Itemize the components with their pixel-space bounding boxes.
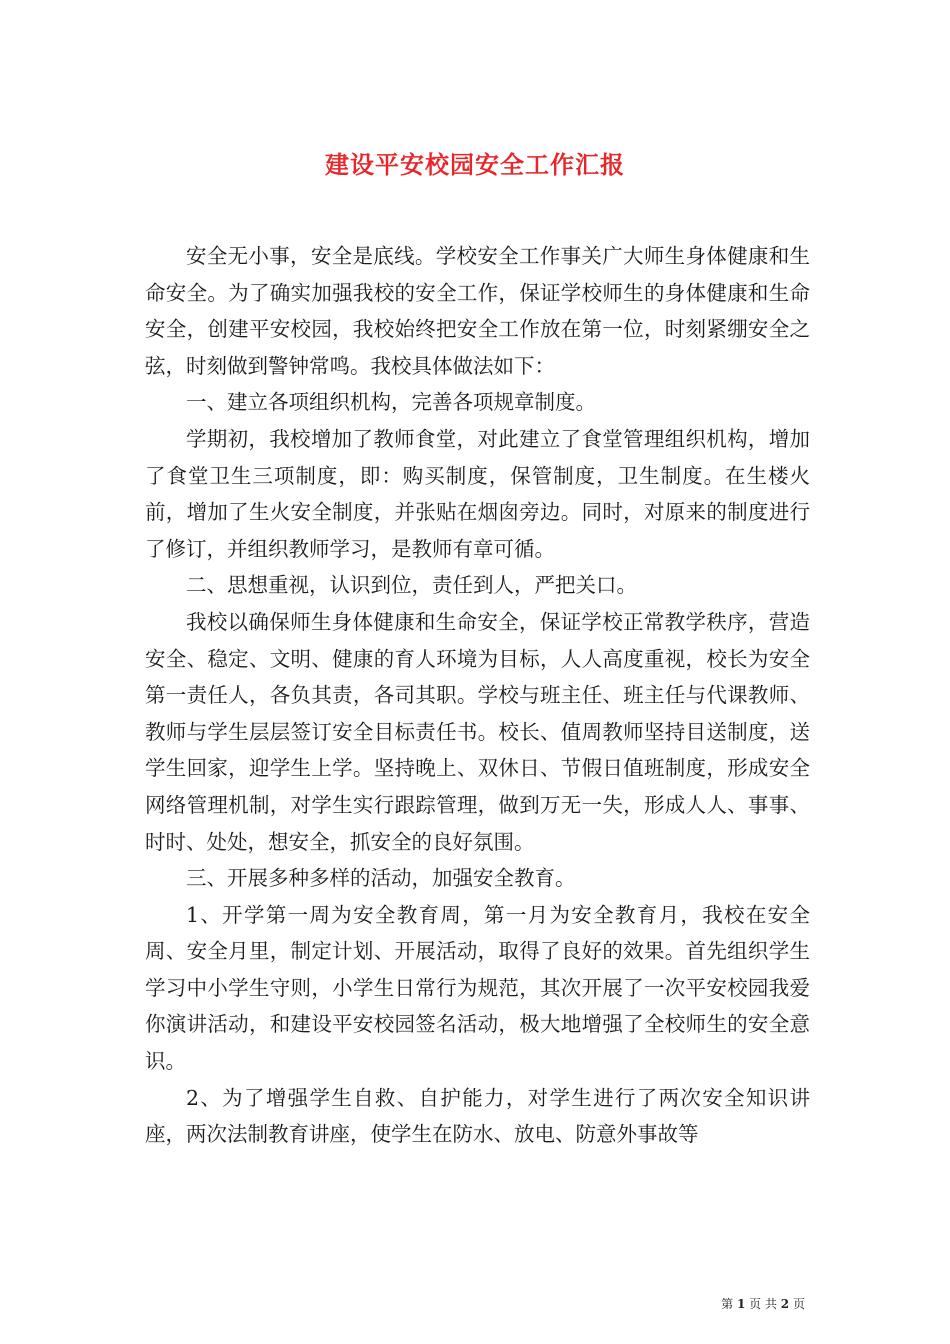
section-3-item-2: 2、为了增强学生自救、自护能力，对学生进行了两次安全知识讲座，两次法制教育讲座，使学生在防水、放电、防意外事故等	[145, 1085, 810, 1147]
section-2-paragraph: 我校以确保师生身体健康和生命安全，保证学校正常教学秩序，营造安全、稳定、文明、健康的育人环境为目标，人人高度重视，校长为安全第一责任人，各负其责，各司其职。学校与班主任、班主任与代课教师、教师与学生层层签订安全目标责任书。校长、值周教师坚持目送制度，送学生回家，迎学生上学。坚持晚上、双休日、节假日值班制度，形成安全网络管理机制，对学生实行跟踪管理，做到万无一失，形成人人、事事、时时、处处，想安全，抓安全的良好氛围。	[145, 609, 810, 854]
intro-paragraph: 安全无小事，安全是底线。学校安全工作事关广大师生身体健康和生命安全。为了确实加强我校的安全工作，保证学校师生的身体健康和生命安全，创建平安校园，我校始终把安全工作放在第一位，时刻紧绷安全之弦，时刻做到警钟常鸣。我校具体做法如下：	[145, 244, 810, 378]
section-heading-2: 二、思想重视，认识到位，责任到人，严把关口。	[186, 573, 637, 598]
footer-total-pages: 2	[780, 1297, 790, 1311]
page-footer	[721, 1296, 805, 1312]
document-body	[145, 238, 810, 1153]
footer-middle: 页 共	[749, 1297, 777, 1311]
section-heading-3: 三、开展多种多样的活动，加强安全教育。	[186, 866, 576, 891]
footer-suffix: 页	[792, 1297, 805, 1311]
section-1-paragraph: 学期初，我校增加了教师食堂，对此建立了食堂管理组织机构，增加了食堂卫生三项制度，即：购买制度，保管制度，卫生制度。在生楼火前，增加了生火安全制度，并张贴在烟囱旁边。同时，对原来的制度进行了修订，并组织教师学习，是教师有章可循。	[145, 426, 810, 561]
footer-current-page: 1	[736, 1297, 746, 1311]
footer-prefix: 第	[721, 1297, 734, 1311]
section-3-item-1: 1、开学第一周为安全教育周，第一月为安全教育月，我校在安全周、安全月里，制定计划、开展活动，取得了良好的效果。首先组织学生学习中小学生守则，小学生日常行为规范，其次开展了一次平安校园我爱你演讲活动，和建设平安校园签名活动，极大地增强了全校师生的安全意识。	[145, 902, 810, 1074]
section-heading-1: 一、建立各项组织机构，完善各项规章制度。	[186, 390, 596, 415]
document-title: 建设平安校园安全工作汇报	[325, 150, 625, 180]
